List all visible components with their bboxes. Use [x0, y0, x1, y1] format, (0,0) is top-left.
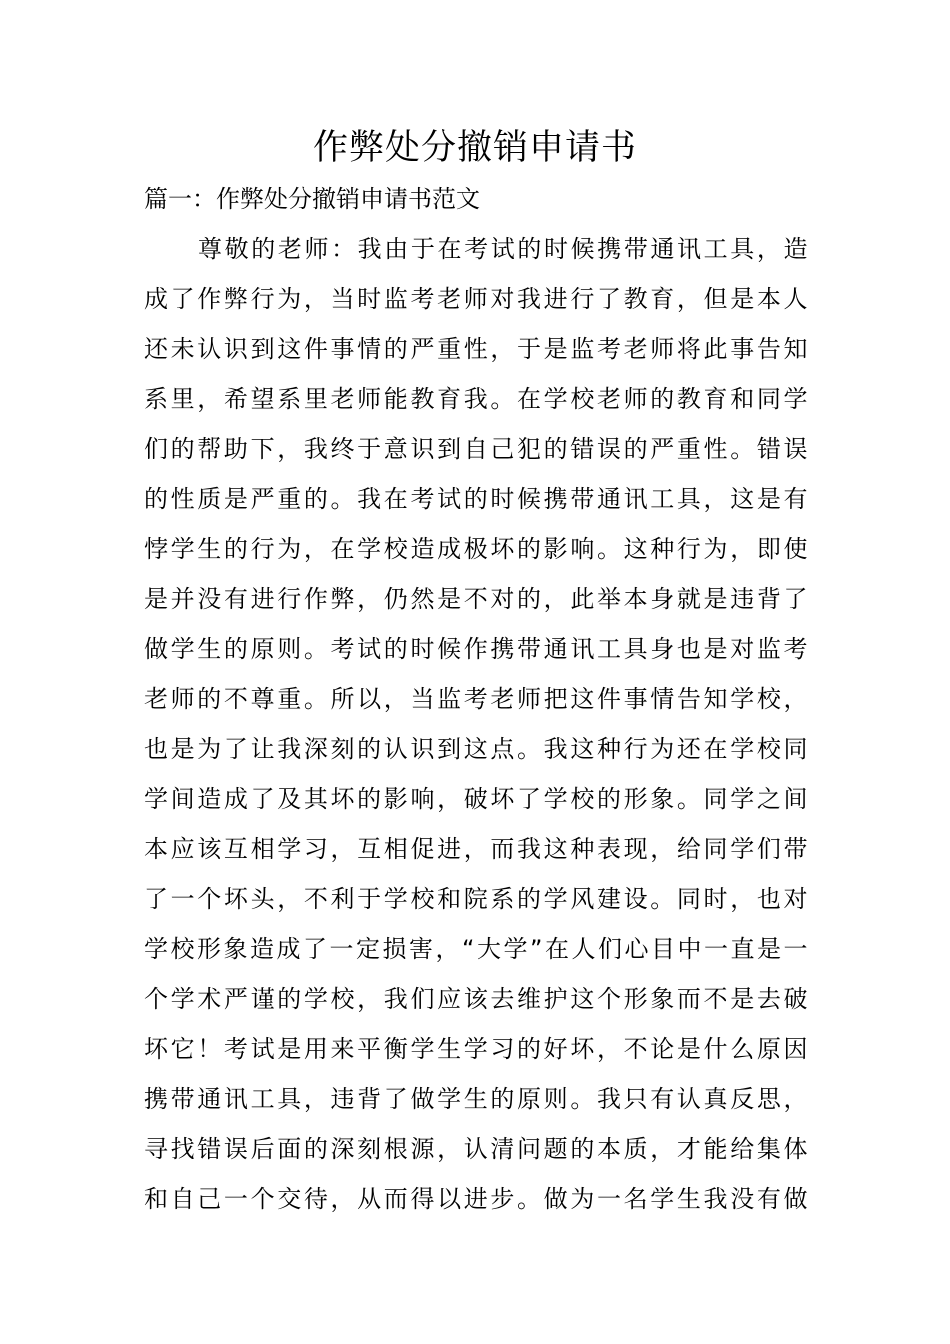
body-line: 老师的不尊重。所以，当监考老师把这件事情告知学校，: [144, 685, 808, 713]
body-line: 和自己一个交待，从而得以进步。做为一名学生我没有做: [144, 1185, 808, 1213]
body-line: 了一个坏头，不利于学校和院系的学风建设。同时，也对: [144, 885, 808, 913]
body-line: 的性质是严重的。我在考试的时候携带通讯工具，这是有: [144, 485, 808, 513]
body-line: 悖学生的行为，在学校造成极坏的影响。这种行为，即使: [144, 535, 808, 563]
body-line: 是并没有进行作弊，仍然是不对的，此举本身就是违背了: [144, 585, 808, 613]
body-line: 携带通讯工具，违背了做学生的原则。我只有认真反思，: [144, 1085, 808, 1113]
section-heading: 篇一：作弊处分撤销申请书范文: [144, 185, 480, 213]
body-line: 学校形象造成了一定损害，“大学”在人们心目中一直是一: [144, 935, 808, 963]
body-line: 也是为了让我深刻的认识到这点。我这种行为还在学校同: [144, 735, 808, 763]
document-title: 作弊处分撤销申请书: [312, 128, 637, 168]
body-line: 还未认识到这件事情的严重性，于是监考老师将此事告知: [144, 335, 808, 363]
body-line: 本应该互相学习，互相促进，而我这种表现，给同学们带: [144, 835, 808, 863]
body-line: 尊敬的老师：我由于在考试的时候携带通讯工具，造: [198, 235, 808, 263]
body-line: 个学术严谨的学校，我们应该去维护这个形象而不是去破: [144, 985, 808, 1013]
body-line: 做学生的原则。考试的时候作携带通讯工具身也是对监考: [144, 635, 808, 663]
body-line: 学间造成了及其坏的影响，破坏了学校的形象。同学之间: [144, 785, 808, 813]
body-line: 系里，希望系里老师能教育我。在学校老师的教育和同学: [144, 385, 808, 413]
body-line: 寻找错误后面的深刻根源，认清问题的本质，才能给集体: [144, 1135, 808, 1163]
body-paragraph: [144, 230, 808, 1230]
body-line: 成了作弊行为，当时监考老师对我进行了教育，但是本人: [144, 285, 808, 313]
body-line: 坏它！考试是用来平衡学生学习的好坏，不论是什么原因: [144, 1035, 808, 1063]
body-line: 们的帮助下，我终于意识到自己犯的错误的严重性。错误: [144, 435, 808, 463]
